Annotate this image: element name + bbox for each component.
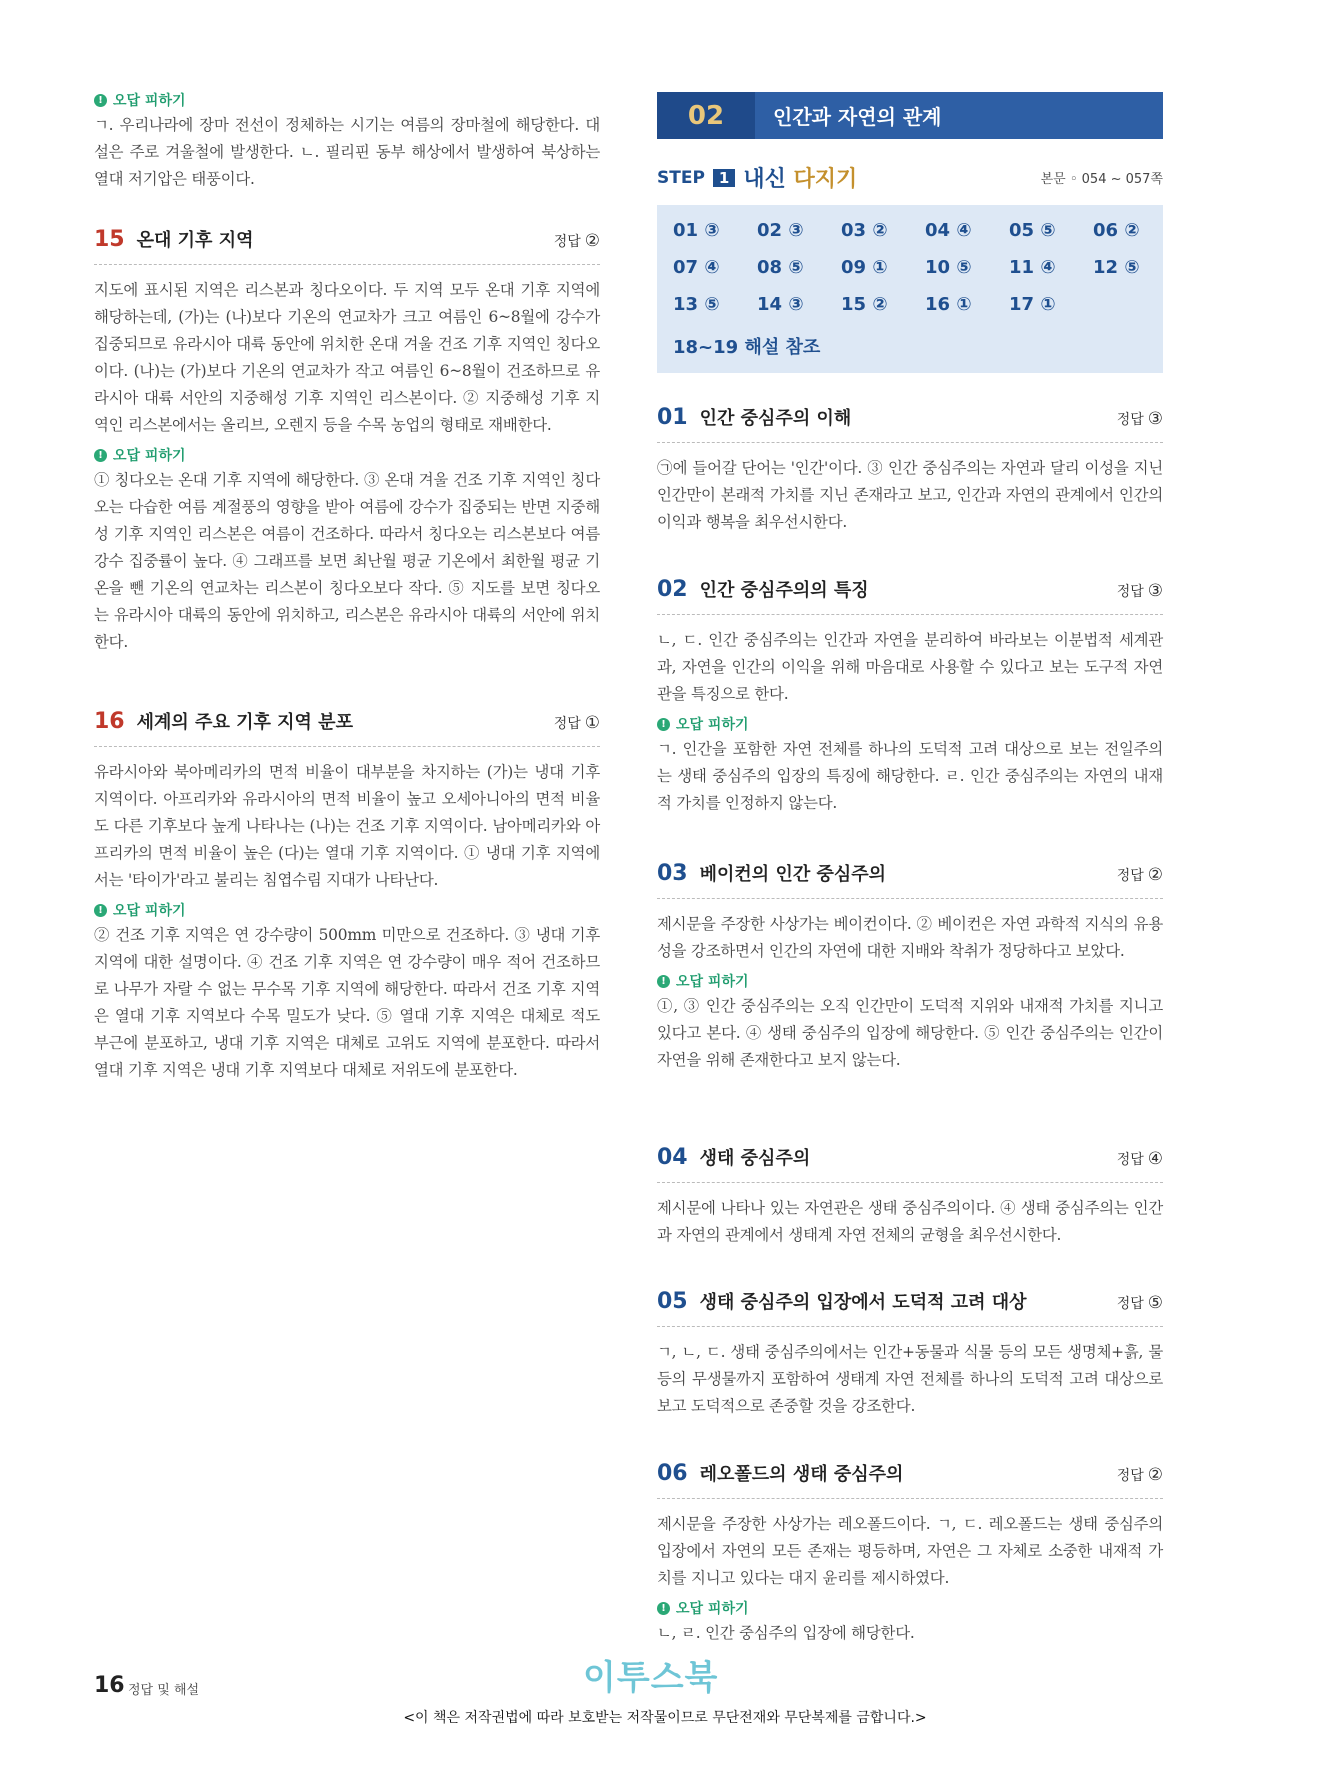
question-title: 세계의 주요 기후 지역 분포 — [136, 712, 353, 733]
answer-key-item: 16 ① — [925, 294, 972, 315]
exclamation-icon: ! — [94, 94, 107, 107]
answer-key-grid — [673, 220, 1177, 316]
explanation-text: 제시문을 주장한 사상가는 베이컨이다. ② 베이컨은 자연 과학적 지식의 유용성을 강조하면서 인간의 자연에 대한 지배와 착취가 정당하다고 보았다. — [657, 915, 1163, 960]
avoid-heading — [94, 90, 600, 110]
answer-value: ④ — [1147, 1149, 1163, 1169]
publisher-logo: 이투스북 — [583, 1658, 719, 1698]
question-number: 03 — [657, 861, 688, 886]
answer-key-item: 09 ① — [841, 257, 888, 278]
question-03 — [657, 860, 1163, 1074]
exclamation-icon: ! — [657, 1602, 670, 1615]
answer-key-note: 18~19 해설 참조 — [673, 337, 821, 358]
question-number: 05 — [657, 1289, 688, 1314]
page-reference: 본문 ◦ 054 ~ 057쪽 — [1040, 172, 1163, 187]
answer-label: 정답 ③ — [1116, 409, 1163, 429]
explanation-text: 유라시아와 북아메리카의 면적 비율이 대부분을 차지하는 (가)는 냉대 기후 지역이다. 아프리카와 유라시아의 면적 비율이 높고 오세아니아의 면적 비율도 다른 기후보다 높게 나타나는 (나)는 건조 기후 지역이다. 남아메리카와 아프리카의 면적 비율이 높은 (다)는 열대 기후 지역이다. ① 냉대 기후 지역에서는 '타이가'라고 불리는 침엽수림 지대가 나타난다. — [94, 763, 600, 889]
avoid-text: ①, ③ 인간 중심주의는 오직 인간만이 도덕적 지위와 내재적 가치를 지니고 있다고 본다. ④ 생태 중심주의 입장에 해당한다. ⑤ 인간 중심주의는 인간이 자연을 위해 존재한다고 보지 않는다. — [657, 997, 1163, 1069]
answer-key-item: 05 ⑤ — [1009, 220, 1056, 241]
question-number: 06 — [657, 1461, 688, 1486]
question-06 — [657, 1460, 1163, 1647]
avoid-label: 오답 피하기 — [676, 974, 749, 990]
question-header — [657, 860, 1163, 899]
question-header — [94, 226, 600, 265]
avoid-heading — [94, 445, 600, 465]
answer-key-item: 03 ② — [841, 220, 888, 241]
answer-label: 정답 ② — [553, 231, 600, 251]
answer-value: ② — [1147, 865, 1163, 885]
avoid-text: ㄱ. 인간을 포함한 자연 전체를 하나의 도덕적 고려 대상으로 보는 전일주의는 생태 중심주의 입장의 특징에 해당한다. ㄹ. 인간 중심주의는 자연의 내재적 가치를 인정하지 않는다. — [657, 740, 1163, 812]
answer-value: ⑤ — [1147, 1293, 1163, 1313]
avoid-label: 오답 피하기 — [113, 903, 186, 919]
avoid-heading — [657, 971, 1163, 991]
avoid-heading — [657, 1598, 1163, 1618]
answer-value: ② — [1147, 1465, 1163, 1485]
question-02 — [657, 576, 1163, 817]
avoid-label: 오답 피하기 — [676, 717, 749, 733]
step-header — [657, 162, 1163, 193]
question-header — [657, 1460, 1163, 1499]
copyright-notice: <이 책은 저작권법에 따라 보호받는 저작물이므로 무단전재와 무단복제를 금합니다.> — [403, 1710, 927, 1726]
avoid-text: ㄱ. 우리나라에 장마 전선이 정체하는 시기는 여름의 장마철에 해당한다. 대설은 주로 겨울철에 발생한다. ㄴ. 필리핀 동부 해상에서 발생하여 북상하는 열대 저기압은 태풍이다. — [94, 116, 600, 188]
question-title: 생태 중심주의 입장에서 도덕적 고려 대상 — [699, 1292, 1027, 1313]
intro-avoid-block — [94, 84, 600, 193]
question-header — [657, 1288, 1163, 1327]
answer-key-item: 11 ④ — [1009, 257, 1056, 278]
section-title: 인간과 자연의 관계 — [773, 105, 942, 129]
exclamation-icon: ! — [94, 904, 107, 917]
answer-key-item: 14 ③ — [757, 294, 804, 315]
answer-key-item: 08 ⑤ — [757, 257, 804, 278]
explanation-text: 제시문을 주장한 사상가는 레오폴드이다. ㄱ, ㄷ. 레오폴드는 생태 중심주의 입장에서 자연의 모든 존재는 평등하며, 자연은 그 자체로 소중한 내재적 가치를 지니고 있다는 대지 윤리를 제시하였다. — [657, 1515, 1163, 1587]
avoid-heading — [94, 900, 600, 920]
question-05 — [657, 1288, 1163, 1420]
exclamation-icon: ! — [94, 449, 107, 462]
question-01 — [657, 404, 1163, 536]
explanation-text: ㄱ, ㄴ, ㄷ. 생태 중심주의에서는 인간+동물과 식물 등의 모든 생명체+흙, 물 등의 무생물까지 포함하여 생태계 자연 전체를 하나의 도덕적 고려 대상으로 보고 도덕적으로 존중할 것을 강조한다. — [657, 1343, 1163, 1415]
explanation-text: ㄴ, ㄷ. 인간 중심주의는 인간과 자연을 분리하여 바라보는 이분법적 세계관과, 자연을 인간의 이익을 위해 마음대로 사용할 수 있다고 보는 도구적 자연관을 특징으로 한다. — [657, 631, 1163, 703]
question-number: 01 — [657, 405, 688, 430]
question-title: 인간 중심주의 이해 — [699, 408, 852, 429]
question-title: 생태 중심주의 — [699, 1148, 811, 1169]
answer-key-item: 12 ⑤ — [1093, 257, 1140, 278]
answer-key-item: 07 ④ — [673, 257, 720, 278]
answer-key-item: 06 ② — [1093, 220, 1140, 241]
avoid-text: ② 건조 기후 지역은 연 강수량이 500mm 미만으로 건조하다. ③ 냉대 기후 지역에 대한 설명이다. ④ 건조 기후 지역은 연 강수량이 매우 적어 건조하므로 나무가 자랄 수 없는 무수목 기후 지역에 해당한다. 따라서 건조 기후 지역은 열대 기후 지역보다 수목 밀도가 낮다. ⑤ 열대 기후 지역은 대체로 적도 부근에 분포하고, 냉대 기후 지역은 대체로 고위도 지역에 분포한다. 따라서 열대 기후 지역은 냉대 기후 지역보다 대체로 저위도에 분포한다. — [94, 926, 600, 1079]
question-title: 레오폴드의 생태 중심주의 — [699, 1464, 904, 1485]
question-15 — [94, 226, 600, 656]
answer-value: ③ — [1147, 581, 1163, 601]
avoid-text: ① 칭다오는 온대 기후 지역에 해당한다. ③ 온대 겨울 건조 기후 지역인 칭다오는 다습한 여름 계절풍의 영향을 받아 여름에 강수가 집중되는 반면 지중해성 기후 지역인 리스본은 여름이 건조하다. 따라서 칭다오는 리스본보다 여름 강수 집중률이 높다. ④ 그래프를 보면 최난월 평균 기온에서 최한월 평균 기온을 뺀 기온의 연교차는 리스본이 칭다오보다 작다. ⑤ 지도를 보면 칭다오는 유라시아 대륙의 동안에 위치하고, 리스본은 유라시아 대륙의 서안에 위치한다. — [94, 471, 600, 651]
answer-key-item: 02 ③ — [757, 220, 804, 241]
explanation-text: ㉠에 들어갈 단어는 '인간'이다. ③ 인간 중심주의는 자연과 달리 이성을 지닌 인간만이 본래적 가치를 지닌 존재라고 보고, 인간과 자연의 관계에서 인간의 이익과 행복을 최우선시한다. — [657, 459, 1163, 531]
exclamation-icon: ! — [657, 975, 670, 988]
answer-key-item: 17 ① — [1009, 294, 1056, 315]
avoid-label: 오답 피하기 — [676, 1601, 749, 1617]
question-header — [657, 576, 1163, 615]
question-number: 02 — [657, 577, 688, 602]
footer-label: 정답 및 해설 — [128, 1683, 200, 1698]
explanation-text: 지도에 표시된 지역은 리스본과 칭다오이다. 두 지역 모두 온대 기후 지역에 해당하는데, (가)는 (나)보다 기온의 연교차가 크고 여름인 6~8월에 강수가 집중되므로 유라시아 대륙 동안에 위치한 온대 겨울 건조 기후 지역인 칭다오이다. (나)는 (가)보다 기온의 연교차가 작고 여름인 6~8월이 건조하므로 유라시아 대륙 서안의 지중해성 기후 지역인 리스본이다. ② 지중해성 기후 지역인 리스본에서는 올리브, 오렌지 등을 수목 농업의 형태로 재배한다. — [94, 281, 600, 434]
question-header — [657, 1144, 1163, 1183]
answer-value: ① — [584, 713, 600, 733]
question-04 — [657, 1144, 1163, 1249]
avoid-heading — [657, 714, 1163, 734]
section-number: 02 — [657, 92, 755, 139]
avoid-text: ㄴ, ㄹ. 인간 중심주의 입장에 해당한다. — [657, 1624, 915, 1642]
answer-key-item: 01 ③ — [673, 220, 720, 241]
answer-label: 정답 ③ — [1116, 581, 1163, 601]
step-label: STEP — [657, 167, 705, 188]
question-16 — [94, 708, 600, 1084]
avoid-label: 오답 피하기 — [113, 448, 186, 464]
answer-key-item: 04 ④ — [925, 220, 972, 241]
question-number: 15 — [94, 227, 125, 252]
question-title: 인간 중심주의의 특징 — [699, 580, 869, 601]
page-number: 16 — [94, 1673, 125, 1698]
question-header — [94, 708, 600, 747]
answer-label: 정답 ④ — [1116, 1149, 1163, 1169]
answer-key-box — [657, 205, 1163, 373]
section-banner — [657, 92, 1163, 139]
answer-label: 정답 ② — [1116, 865, 1163, 885]
step-title: 내신 다지기 — [743, 167, 858, 192]
explanation-text: 제시문에 나타나 있는 자연관은 생태 중심주의이다. ④ 생태 중심주의는 인간과 자연의 관계에서 생태계 자연 전체의 균형을 최우선시한다. — [657, 1199, 1163, 1244]
step-number: 1 — [713, 169, 735, 187]
avoid-label: 오답 피하기 — [113, 93, 186, 109]
question-title: 베이컨의 인간 중심주의 — [699, 864, 887, 885]
answer-label: 정답 ⑤ — [1116, 1293, 1163, 1313]
question-number: 16 — [94, 709, 125, 734]
question-number: 04 — [657, 1145, 688, 1170]
answer-label: 정답 ② — [1116, 1465, 1163, 1485]
answer-key-item: 15 ② — [841, 294, 888, 315]
answer-key-item: 13 ⑤ — [673, 294, 720, 315]
exclamation-icon: ! — [657, 718, 670, 731]
answer-label: 정답 ① — [553, 713, 600, 733]
question-title: 온대 기후 지역 — [136, 230, 254, 251]
question-header — [657, 404, 1163, 443]
answer-value: ③ — [1147, 409, 1163, 429]
answer-value: ② — [584, 231, 600, 251]
answer-key-item: 10 ⑤ — [925, 257, 972, 278]
